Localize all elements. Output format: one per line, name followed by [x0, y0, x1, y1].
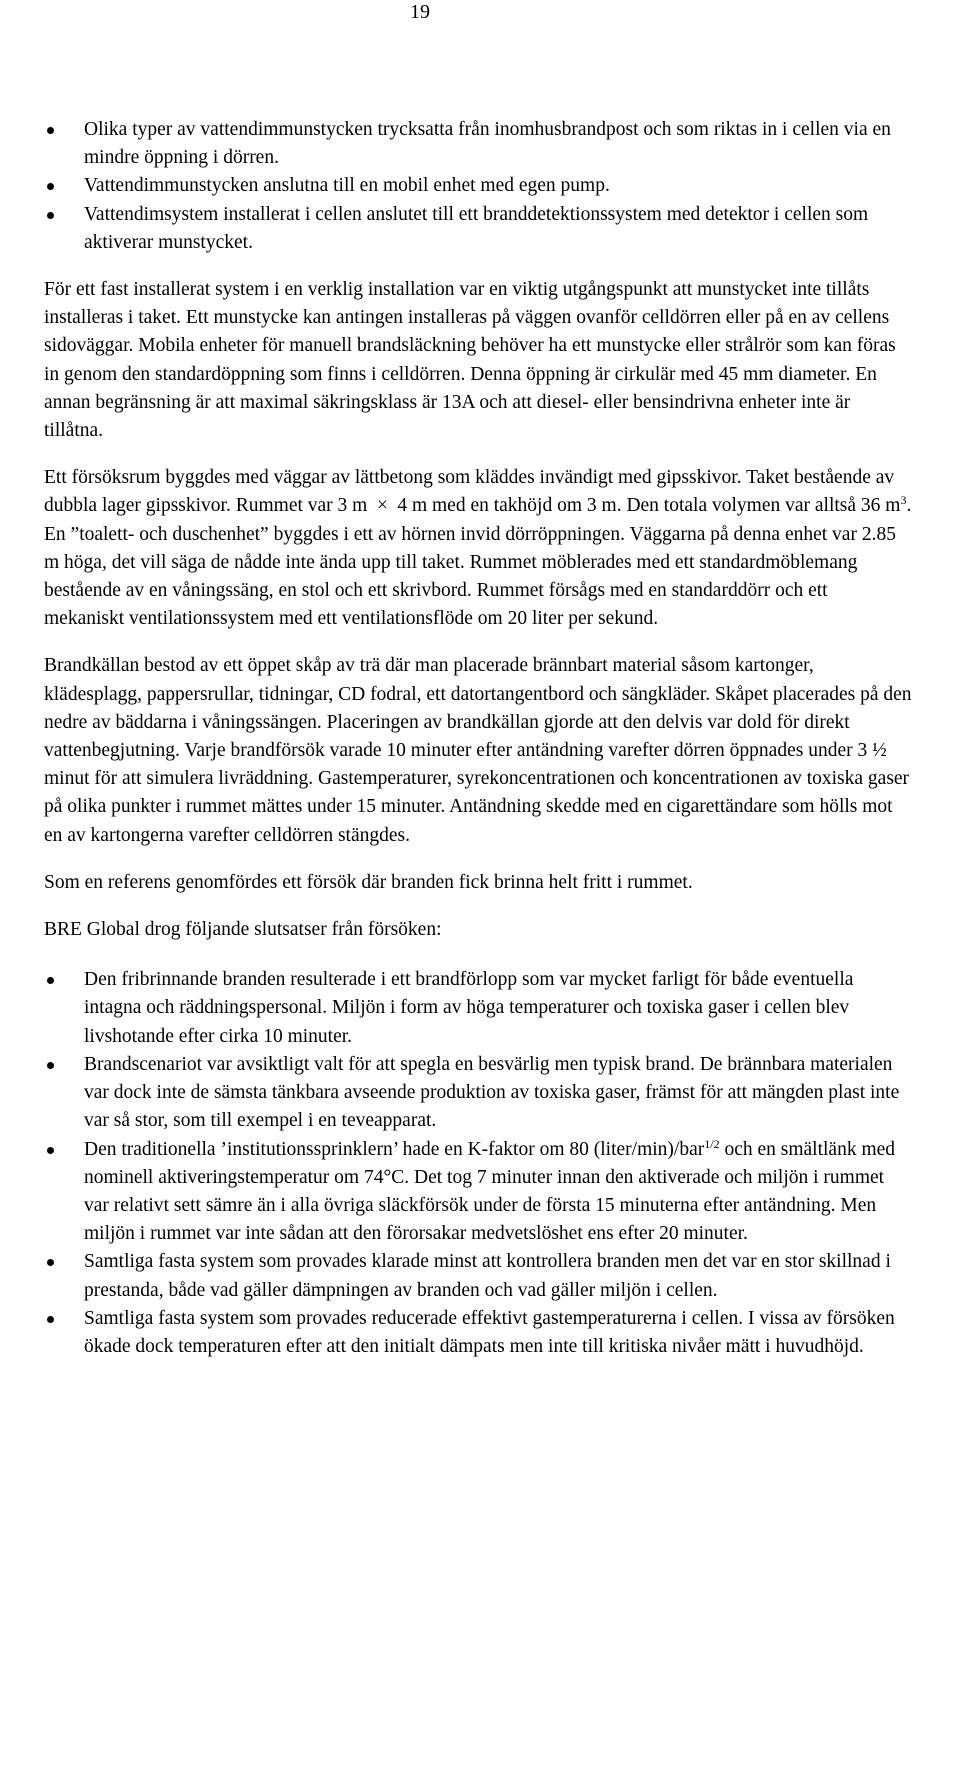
list-item: [44, 1136, 912, 1249]
bullet-icon: [47, 212, 54, 219]
bullet-icon: [47, 1147, 54, 1154]
list-item: [44, 1305, 912, 1361]
paragraph-text: Ett försöksrum byggdes med väggar av lättbetong som kläddes invändigt med gipsskivor. Taket bestående av dubbla lager gipsskivor. Rummet var 3 m: [44, 467, 895, 517]
list-item-text: Vattendimsystem installerat i cellen anslutet till ett branddetektionssystem med detektor i cellen som aktiverar munstycket.: [84, 203, 869, 253]
paragraph-fire-source: Brandkällan bestod av ett öppet skåp av trä där man placerade brännbart material såsom kartonger, klädesplagg, pappersrullar, tidningar, CD fodral, ett datortangentbord och sängkläder. Skåpet placerades på den nedre av bäddarna i våningssängen. Placeringen av brandkällan gjorde att den delvis var dold för direkt vattenbegjutning. Varje brandförsök varade 10 minuter efter antändning varefter dörren öppnades under 3 ½ minut för att simulera livräddning. Gastemperaturer, syrekoncentrationen och koncentrationen av toxiska gaser på olika punkter i rummet mättes under 15 minuter. Antändning skedde med en cigarettändare som hölls mot en av kartongerna varefter celldörren stängdes.: [44, 655, 912, 846]
page-number: 19: [410, 1, 430, 23]
list-item: [44, 116, 912, 172]
list-item: [44, 1051, 912, 1136]
conclusions-list: [44, 966, 912, 1361]
paragraph-installation: För ett fast installerat system i en verklig installation var en viktig utgångspunkt att munstycket inte tillåts installeras i taket. Ett munstycke kan antingen installeras på väggen ovanför celldörren eller på en av cellens sidoväggar. Mobila enheter för manuell brandsläckning behöver ha ett munstycke eller strålrör som kan föras in genom den standardöppning som finns i celldörren. Denna öppning är cirkulär med 45 mm diameter. En annan begränsning är att maximal säkringsklass är 13A och att diesel- eller bensindrivna enheter inte är tillåtna.: [44, 279, 896, 442]
paragraph-test-room: [44, 464, 912, 633]
list-item-text: Samtliga fasta system som provades klarade minst att kontrollera branden men det var en stor skillnad i prestanda, både vad gäller dämpningen av branden och vad gäller miljön i cellen.: [84, 1251, 891, 1301]
bullet-icon: [47, 127, 54, 134]
list-item-text: Olika typer av vattendimmunstycken trycksatta från inomhusbrandpost och som riktas in i cellen via en mindre öppning i dörren.: [84, 119, 891, 169]
list-item-text: Brandscenariot var avsiktligt valt för att spegla en besvärlig men typisk brand. De brännbara materialen var dock inte de sämsta tänkbara avseende produktion av toxiska gaser, främst för att mängden plast inte var så stor, som till exempel i en teveapparat.: [84, 1053, 900, 1132]
list-item-text: Vattendimmunstycken anslutna till en mobil enhet med egen pump.: [84, 175, 610, 197]
list-item-text: Den traditionella ’institutionssprinklern’ hade en K-faktor om 80 (liter/min)/bar: [84, 1138, 705, 1160]
method-list: [44, 116, 912, 257]
paragraph-conclusions-intro: BRE Global drog följande slutsatser från försöken:: [44, 919, 442, 941]
bullet-icon: [47, 1259, 54, 1266]
bullet-icon: [47, 1316, 54, 1323]
superscript: 1/2: [704, 1136, 720, 1151]
list-item-text: och en smältlänk med nominell aktiveringstemperatur om 74°C. Det tog 7 minuter innan den aktiverade och miljön i rummet var relativt sett sämre än i alla övriga släckförsök under de första 15 minuterna efter antändning. Men miljön i rummet var inte sådan att den förorsakar medvetslöshet ens efter 20 minuter.: [84, 1138, 896, 1245]
bullet-icon: [47, 1062, 54, 1069]
paragraph-reference: Som en referens genomfördes ett försök där branden fick brinna helt fritt i rummet.: [44, 871, 693, 893]
bullet-icon: [47, 183, 54, 190]
superscript: 3: [900, 493, 907, 508]
list-item-text: Samtliga fasta system som provades reducerade effektivt gastemperaturerna i cellen. I vissa av försöken ökade dock temperaturen efter att den initialt dämpats men inte till kritiska nivåer mätt i huvudhöjd.: [84, 1307, 895, 1357]
list-item: [44, 966, 912, 1051]
times-symbol: ×: [376, 495, 388, 517]
page-content: [44, 116, 912, 1361]
paragraph-text: 4 m med en takhöjd om 3 m. Den totala volymen var alltså 36 m: [397, 495, 901, 517]
paragraph-text: . En ”toalett- och duschenhet” byggdes i ett av hörnen invid dörröppningen. Väggarna på denna enhet var 2.85 m höga, det vill säga de nådde inte ända upp till taket. Rummet möblerades med ett standardmöblemang bestående av en våningssäng, en stol och ett skrivbord. Rummet försågs med en standarddörr och ett mekaniskt ventilationssystem med ett ventilationsflöde om 20 liter per sekund.: [44, 495, 912, 630]
list-item: [44, 1248, 912, 1304]
bullet-icon: [47, 977, 54, 984]
list-item: [44, 172, 912, 200]
list-item-text: Den fribrinnande branden resulterade i ett brandförlopp som var mycket farligt för både eventuella intagna och räddningspersonal. Miljön i form av höga temperaturer och toxiska gaser i cellen blev livshotande efter cirka 10 minuter.: [84, 969, 854, 1047]
list-item: [44, 201, 912, 257]
